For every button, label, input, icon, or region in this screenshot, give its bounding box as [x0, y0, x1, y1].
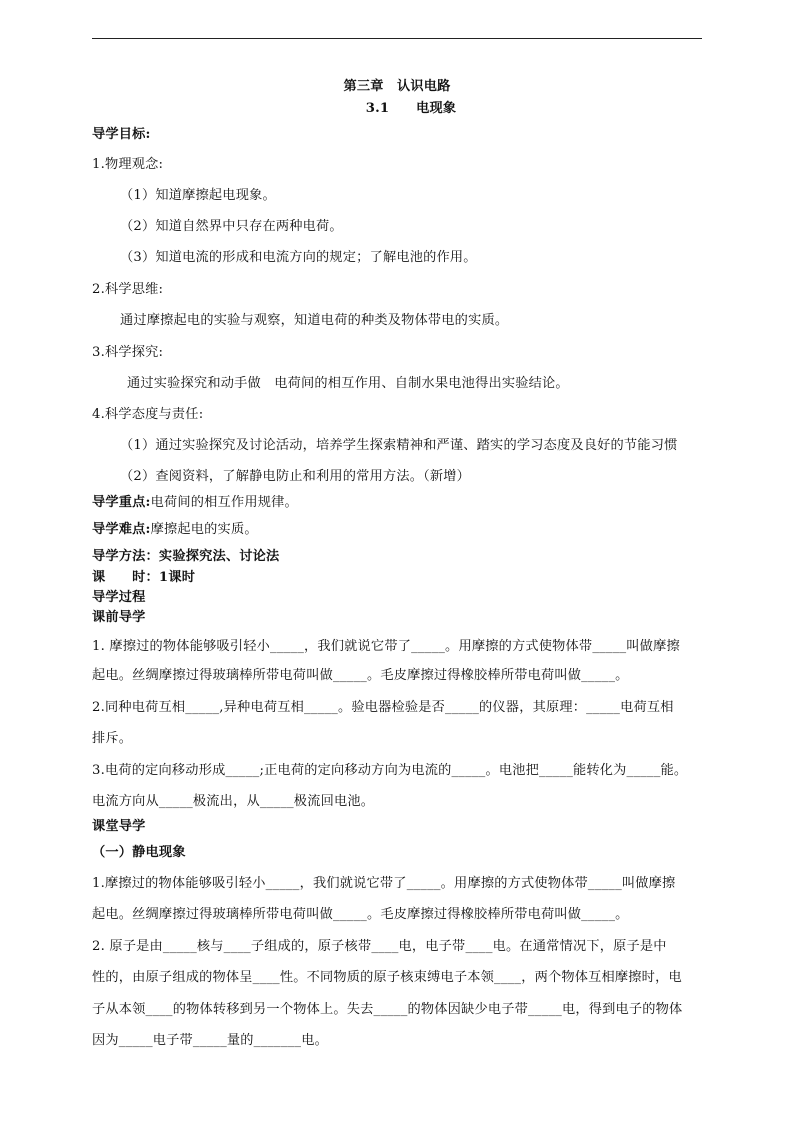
difficulty-label: 导学难点: — [92, 522, 151, 537]
header-rule — [92, 38, 702, 39]
process-heading: 导学过程 — [92, 590, 146, 605]
goal-4-item: （1）通过实验探究及讨论活动，培养学生探索精神和严谨、踏实的学习态度及良好的节能习惯 — [120, 438, 678, 453]
difficulty — [92, 521, 258, 539]
key-point-text: 电荷间的相互作用规律。 — [150, 495, 298, 510]
goal-4-title: 4.科学态度与责任: — [92, 407, 204, 422]
in-class-heading: 课堂导学 — [92, 819, 146, 834]
pre-class-line: 电流方向从_____极流出，从_____极流回电池。 — [92, 794, 375, 809]
goal-1-item: （3）知道电流的形成和电流方向的规定；了解电池的作用。 — [120, 250, 477, 265]
in-class-line: 1.摩擦过的物体能够吸引轻小_____，我们就说它带了_____。用摩擦的方式使物体带_____叫做摩擦 — [92, 876, 676, 891]
in-class-line: 2. 原子是由_____核与____子组成的，原子核带____电，电子带____电。在通常情况下，原子是中 — [92, 939, 667, 954]
in-class-line: 因为_____电子带_____量的_______电。 — [92, 1033, 328, 1048]
pre-class-line: 排斥。 — [92, 731, 133, 746]
in-class-line: 性的，由原子组成的物体呈____性。不同物质的原子核束缚电子本领____，两个物体互相摩擦时，电 — [92, 970, 682, 985]
goal-1-item: （1）知道摩擦起电现象。 — [120, 188, 276, 203]
goal-3-text: 通过实验探究和动手做 电荷间的相互作用、自制水果电池得出实验结论。 — [127, 376, 569, 391]
pre-class-line: 2.同种电荷互相_____,异种电荷互相_____。验电器检验是否_____的仪器，其原理：_____电荷互相 — [92, 700, 674, 715]
method: 导学方法：实验探究法、讨论法 — [92, 549, 280, 564]
static-electricity-heading: （一）静电现象 — [92, 845, 186, 860]
chapter-title: 第三章 认识电路 — [343, 79, 451, 94]
key-point — [92, 494, 298, 512]
goal-2-text: 通过摩擦起电的实验与观察，知道电荷的种类及物体带电的实质。 — [120, 313, 509, 328]
goal-1-item: （2）知道自然界中只存在两种电荷。 — [120, 219, 343, 234]
key-point-label: 导学重点: — [92, 495, 151, 510]
period: 课 时：1课时 — [92, 570, 196, 585]
section-title: 3.1 电现象 — [365, 101, 457, 116]
goals-heading: 导学目标: — [92, 127, 151, 142]
pre-class-line: 3.电荷的定向移动形成_____;正电荷的定向移动方向为电流的_____。电池把_____能转化为_____能。 — [92, 763, 688, 778]
goal-3-title: 3.科学探究: — [92, 345, 164, 360]
goal-4-item: （2）查阅资料，了解静电防止和利用的常用方法。（新增） — [120, 469, 471, 484]
in-class-line: 子从本领____的物体转移到另一个物体上。失去_____的物体因缺少电子带_____电，得到电子的物体 — [92, 1002, 683, 1017]
pre-class-line: 起电。丝绸摩擦过得玻璃棒所带电荷叫做_____。毛皮摩擦过得橡胶棒所带电荷叫做_____。 — [92, 668, 629, 683]
pre-class-line: 1. 摩擦过的物体能够吸引轻小_____，我们就说它带了_____。用摩擦的方式使物体带_____叫做摩擦 — [92, 639, 680, 654]
in-class-line: 起电。丝绸摩擦过得玻璃棒所带电荷叫做_____。毛皮摩擦过得橡胶棒所带电荷叫做_____。 — [92, 907, 629, 922]
goal-1-title: 1.物理观念: — [92, 157, 164, 172]
goal-2-title: 2.科学思维: — [92, 282, 164, 297]
difficulty-text: 摩擦起电的实质。 — [150, 522, 258, 537]
pre-class-heading: 课前导学 — [92, 610, 146, 625]
